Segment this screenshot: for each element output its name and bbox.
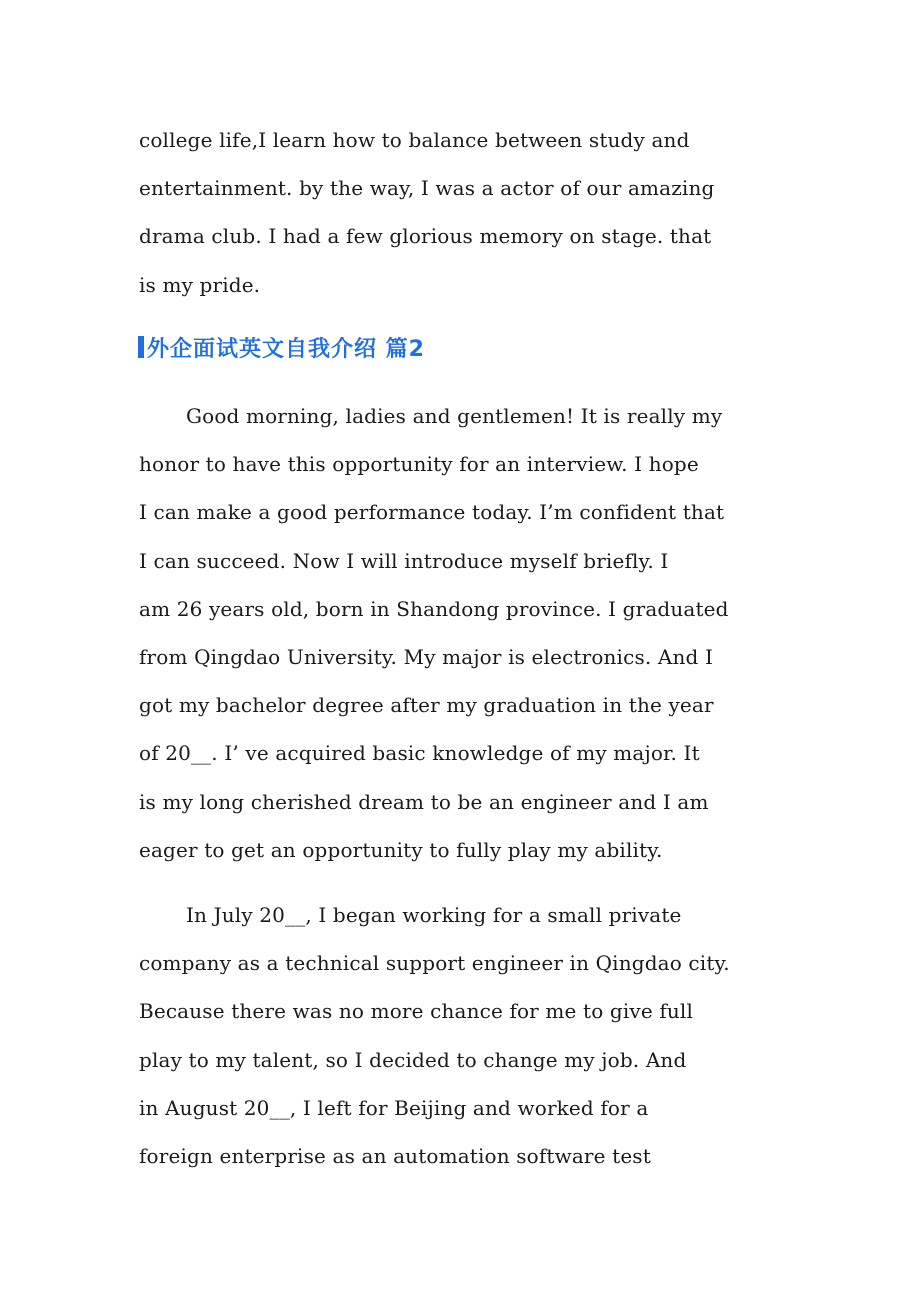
- heading-accent-bar: [138, 336, 144, 358]
- text-line: is my pride.: [139, 272, 261, 297]
- text-line: In July 20__, I began working for a small private: [186, 903, 682, 927]
- text-line: in August 20__, I left for Beijing and worked for a: [139, 1095, 649, 1120]
- text-line: eager to get an opportunity to fully play my ability.: [139, 837, 663, 862]
- text-line: from Qingdao University. My major is electronics. And I: [139, 644, 714, 669]
- text-line: Good morning, ladies and gentlemen! It is really my: [186, 404, 723, 428]
- intro-paragraph: [139, 116, 799, 309]
- text-line: play to my talent, so I decided to change my job. And: [139, 1047, 687, 1072]
- text-line: am 26 years old, born in Shandong province. I graduated: [139, 596, 729, 621]
- text-line: I can make a good performance today. I’m confident that: [139, 500, 725, 525]
- text-line: company as a technical support engineer in Qingdao city.: [139, 951, 730, 976]
- text-line: got my bachelor degree after my graduation in the year: [139, 693, 714, 718]
- text-line: Because there was no more chance for me to give full: [139, 999, 694, 1024]
- text-line: entertainment. by the way, I was a actor of our amazing: [139, 176, 715, 201]
- text-line: foreign enterprise as an automation software test: [139, 1143, 651, 1168]
- text-line: is my long cherished dream to be an engineer and I am: [139, 789, 709, 814]
- text-line: I can succeed. Now I will introduce myself briefly. I: [139, 548, 669, 573]
- paragraph-2: [139, 891, 799, 1180]
- text-line: honor to have this opportunity for an interview. I hope: [139, 452, 699, 477]
- section-heading-text: 外企面试英文自我介绍 篇2: [147, 336, 425, 362]
- text-line: drama club. I had a few glorious memory on stage. that: [139, 224, 712, 249]
- text-line: college life,I learn how to balance between study and: [139, 128, 690, 152]
- text-line: of 20__. I’ ve acquired basic knowledge of my major. It: [139, 741, 700, 766]
- section-heading: [138, 330, 425, 364]
- paragraph-1: [139, 392, 799, 874]
